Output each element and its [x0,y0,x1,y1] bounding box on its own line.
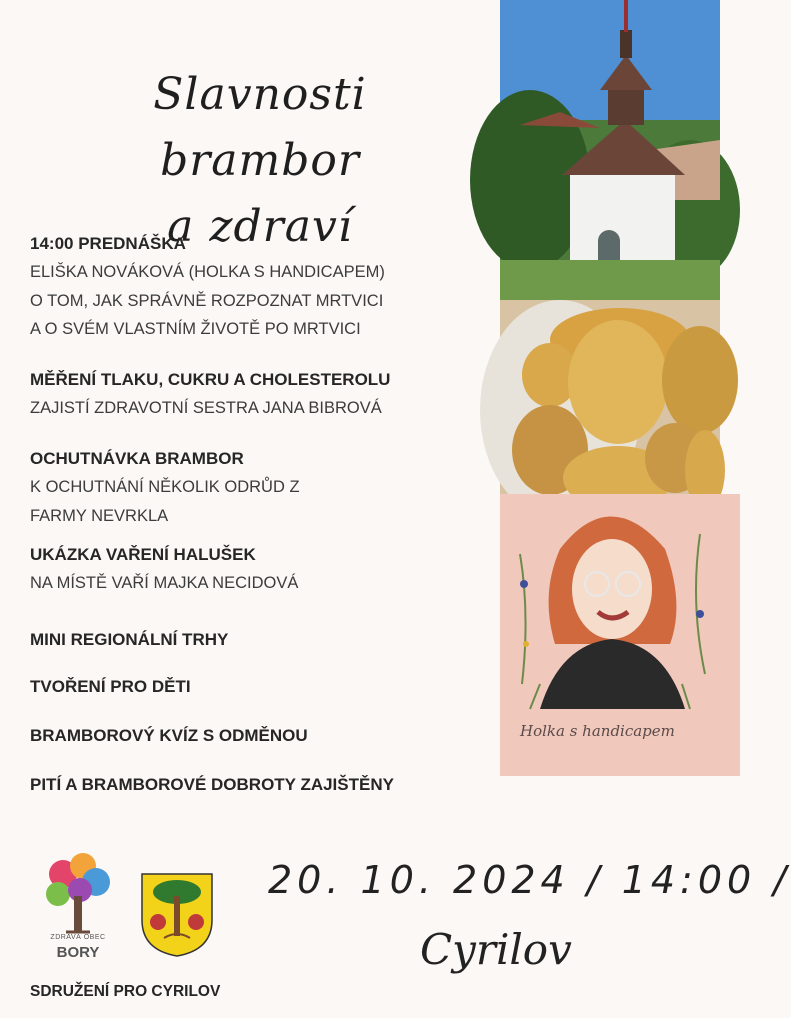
cyrilov-coat-of-arms [140,872,214,958]
program-item-tasting [30,445,490,530]
chapel-photo [500,0,740,300]
program-detail: ELIŠKA NOVÁKOVÁ (HOLKA S HANDICAPEM) [30,263,385,281]
program-detail: O TOM, JAK SPRÁVNĚ ROZPOZNAT MRTVICI [30,291,384,310]
tree-heart-icon [38,852,118,936]
potatoes-photo [500,300,740,510]
program-item-quiz [30,722,490,750]
organizer: SDRUŽENÍ PRO CYRILOV [30,983,221,1000]
portrait-illustration [500,494,740,776]
program-item-cooking [30,541,490,598]
program-detail: K OCHUTNÁNÍ NĚKOLIK ODRŮD Z [30,478,300,496]
program-heading: PITÍ A BRAMBOROVÉ DOBROTY ZAJIŠTĚNY [30,775,394,794]
program-heading: MĚŘENÍ TLAKU, CUKRU A CHOLESTEROLU [30,370,391,389]
event-place: Cyrilov [420,925,572,974]
illustration-caption: Holka s handicapem [520,722,675,740]
program-item-refreshments [30,771,490,799]
title-line-2: a zdraví [167,201,353,252]
program-heading: UKÁZKA VAŘENÍ HALUŠEK [30,545,256,564]
program-item-kids [30,673,490,701]
program-heading: TVOŘENÍ PRO DĚTI [30,677,191,696]
program-detail: FARMY NEVRKLA [30,506,169,525]
program-heading: 14:00 PREDNÁŠKA [30,234,186,253]
program-item-measurement [30,366,490,423]
program-detail: A O SVÉM VLASTNÍM ŽIVOTĚ PO MRTVICI [30,320,361,338]
title-line-1: Slavnosti brambor [153,69,367,186]
program-heading: MINI REGIONÁLNÍ TRHY [30,630,229,649]
program-item-market [30,626,490,654]
event-date: 20. 10. 2024 / 14:00 / [268,858,791,902]
program-detail: NA MÍSTĚ VAŘÍ MAJKA NECIDOVÁ [30,574,299,592]
logo-name: BORY [56,944,100,961]
zdrava-obec-bory-logo [38,852,118,972]
program-detail: ZAJISTÍ ZDRAVOTNÍ SESTRA JANA BIBROVÁ [30,399,382,417]
program-heading: BRAMBOROVÝ KVÍZ S ODMĚNOU [30,726,308,745]
program-item-lecture [30,230,490,344]
logo-subtitle: ZDRAVÁ OBEC [50,934,106,941]
program-heading: OCHUTNÁVKA BRAMBOR [30,449,244,468]
